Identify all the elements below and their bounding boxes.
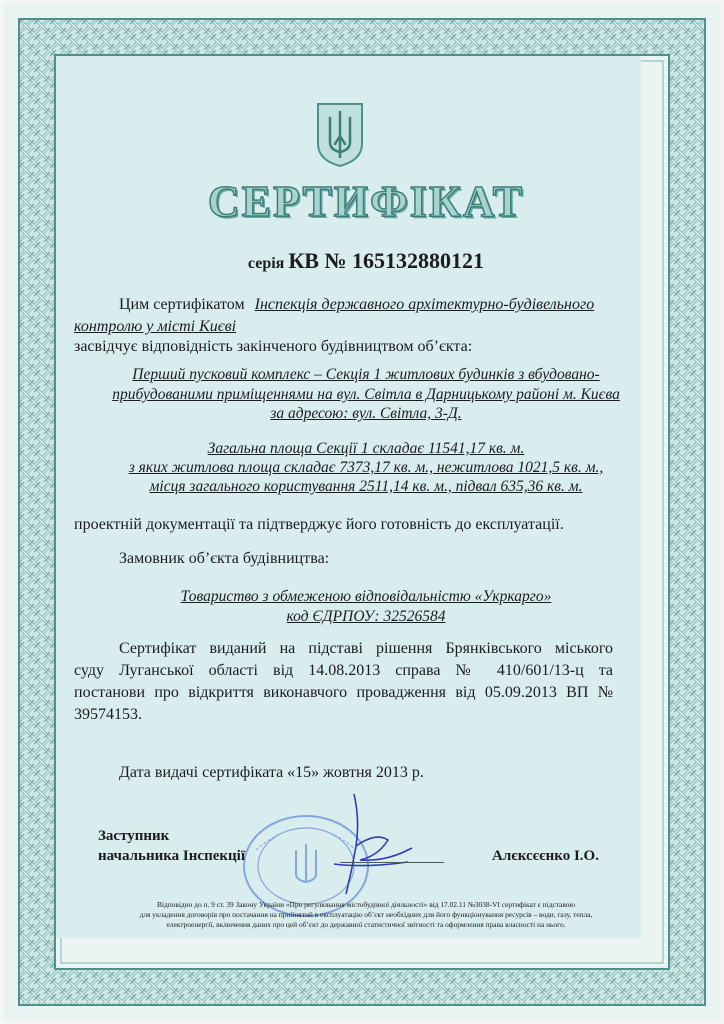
legal-footnote	[64, 900, 668, 930]
customer-name: Товариство з обмеженою відповідальністю «Укркарго»	[180, 588, 552, 605]
customer-label: Замовник об’єкта будівництва:	[119, 550, 330, 567]
coat-of-arms-icon	[316, 102, 364, 168]
intro-line	[119, 296, 594, 314]
signer-name: Алєксєєнко І.О.	[492, 848, 599, 864]
footnote-line-1: Відповідно до п. 9 ст. 39 Закону України «Про регулювання містобудівної діяльності» від 17.02.11 №3038-VI сертифікат є підставою	[156, 900, 575, 909]
series-code: КВ № 165132880121	[288, 248, 485, 273]
intro-text: Цим сертифікатом	[119, 296, 245, 313]
certificate-title: СЕРТИФІКАТ	[207, 177, 525, 226]
series-prefix: серія	[247, 255, 285, 272]
basis-line-1: Сертифікат виданий на підставі рішення Брянківського міського	[119, 640, 613, 657]
signer-title-line-1: Заступник	[98, 828, 170, 844]
issue-date: Дата видачі сертифіката «15» жовтня 2013 р.	[119, 764, 424, 781]
signature	[316, 790, 426, 900]
footnote-line-3: електроенергії, включення даних про цей об’єкт до державної статистичної звітності та оформлення права власності на нього.	[166, 920, 566, 929]
basis-line-2: суду Луганської області від 14.08.2013 справа № 410/601/13-ц та	[74, 662, 613, 679]
signer-title-line-2: начальника Інспекції	[98, 848, 245, 864]
issuer-line-2: контролю у місті Києві	[74, 318, 237, 335]
footnote-line-2: для укладення договорів про постачання на прийнятий в експлуатацію об’єкт необхідних для його функціонування ресурсів – води, газу, тепла,	[139, 910, 593, 919]
object-line-2: прибудованими приміщеннями на вул. Світла в Дарницькому районі м. Києва	[112, 386, 620, 403]
basis-line-4: 39574153.	[74, 706, 142, 723]
customer-code: код ЄДРПОУ: 32526584	[286, 608, 446, 625]
area-line-1: Загальна площа Секції 1 складає 11541,17 кв. м.	[207, 440, 525, 457]
series-number	[154, 248, 578, 274]
area-line-3: місця загального користування 2511,14 кв. м., підвал 635,36 кв. м.	[149, 478, 583, 495]
object-line-1: Перший пусковий комплекс – Секція 1 житлових будинків з вбудовано-	[132, 366, 600, 383]
certificate-sheet	[4, 4, 720, 1020]
area-line-2: з яких житлова площа складає 7373,17 кв. м., нежитлова 1021,5 кв. м.,	[128, 459, 604, 476]
issuer-line-1: Інспекція державного архітектурно-будівельного	[254, 296, 595, 313]
conformity-text: проектній документації та підтверджує його готовність до експлуатації.	[74, 516, 564, 533]
basis-line-3: постанови про відкриття виконавчого провадження від 05.09.2013 ВП №	[74, 684, 613, 701]
object-line-3: за адресою: вул. Світла, 3-Д.	[270, 405, 462, 422]
signature-line	[340, 862, 444, 863]
confirms-text: засвідчує відповідність закінченого будівництвом об’єкта:	[74, 338, 473, 355]
